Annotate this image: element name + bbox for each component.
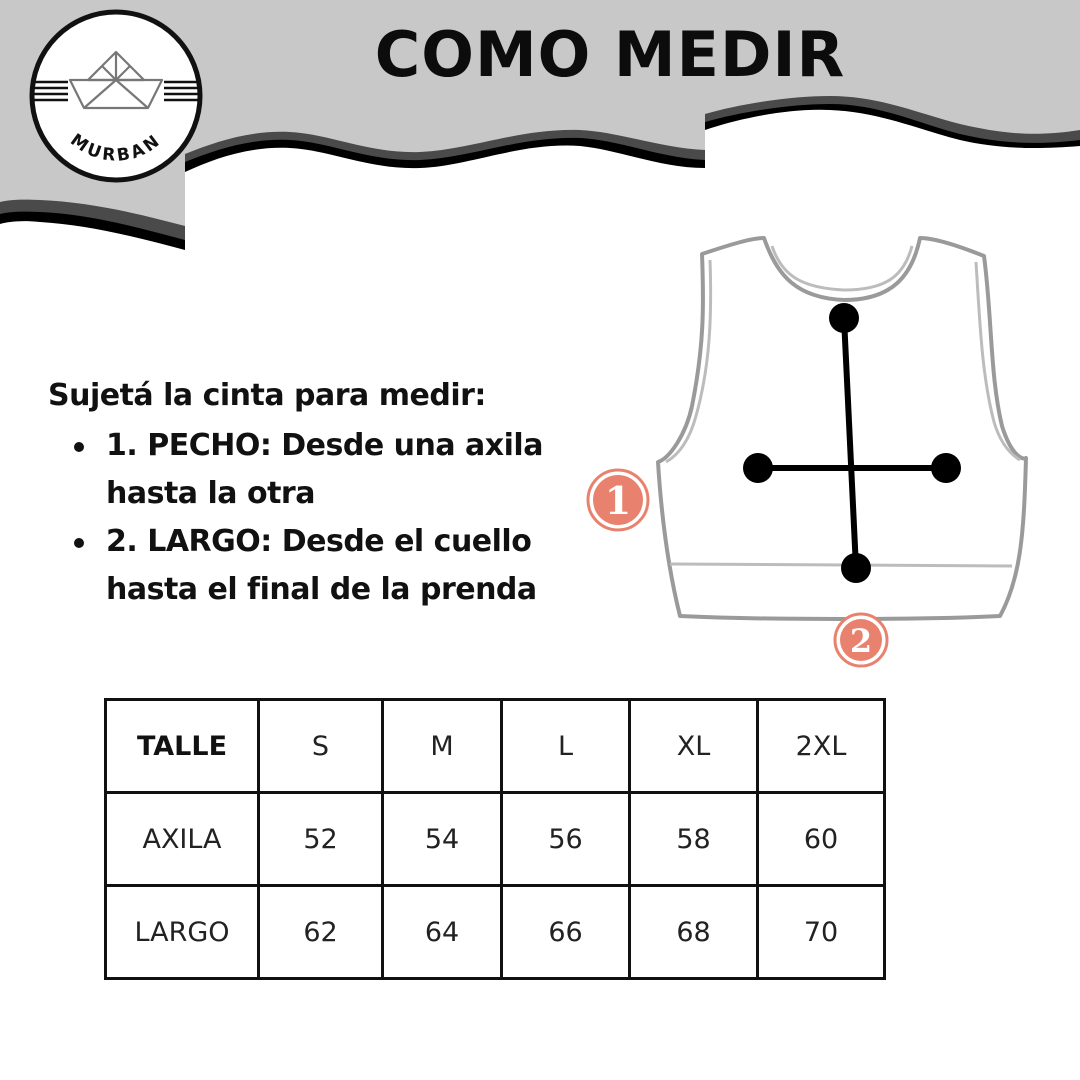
instruction-line: hasta la otra xyxy=(106,476,315,511)
instruction-item-chest xyxy=(48,422,608,518)
table-row xyxy=(106,886,885,979)
brand-logo xyxy=(28,8,204,184)
measurement-instructions xyxy=(48,376,608,614)
bullet-icon xyxy=(74,442,84,452)
instruction-line: 1. PECHO: Desde una axila xyxy=(106,428,543,463)
table-cell: 60 xyxy=(758,793,885,886)
table-header-row xyxy=(106,700,885,793)
svg-text:1: 1 xyxy=(604,478,632,523)
crop-top-outline-icon xyxy=(658,238,1026,619)
row-label-cell: AXILA xyxy=(106,793,259,886)
instruction-item-length xyxy=(48,518,608,614)
table-cell: 66 xyxy=(502,886,630,979)
marker-1-icon xyxy=(588,470,648,530)
size-header-cell: 2XL xyxy=(758,700,885,793)
table-cell: 68 xyxy=(630,886,758,979)
svg-text:MURBAN: MURBAN xyxy=(66,130,166,166)
size-table xyxy=(104,698,886,980)
table-cell: 64 xyxy=(383,886,502,979)
instruction-line: hasta el final de la prenda xyxy=(106,572,537,607)
page-title: COMO MEDIR xyxy=(374,18,846,91)
table-cell: 70 xyxy=(758,886,885,979)
table-row xyxy=(106,793,885,886)
size-header-cell: M xyxy=(383,700,502,793)
table-cell: 58 xyxy=(630,793,758,886)
instructions-list xyxy=(48,422,608,614)
marker-2-icon xyxy=(835,614,887,666)
size-header-cell: L xyxy=(502,700,630,793)
table-cell: 62 xyxy=(259,886,383,979)
table-cell: 52 xyxy=(259,793,383,886)
size-header-cell: S xyxy=(259,700,383,793)
bullet-icon xyxy=(74,538,84,548)
instruction-line: 2. LARGO: Desde el cuello xyxy=(106,524,532,559)
table-header-cell: TALLE xyxy=(106,700,259,793)
garment-diagram xyxy=(582,226,1052,676)
row-label-cell: LARGO xyxy=(106,886,259,979)
size-header-cell: XL xyxy=(630,700,758,793)
table-cell: 54 xyxy=(383,793,502,886)
svg-text:2: 2 xyxy=(849,622,873,660)
table-cell: 56 xyxy=(502,793,630,886)
instructions-intro: Sujetá la cinta para medir: xyxy=(48,378,486,413)
